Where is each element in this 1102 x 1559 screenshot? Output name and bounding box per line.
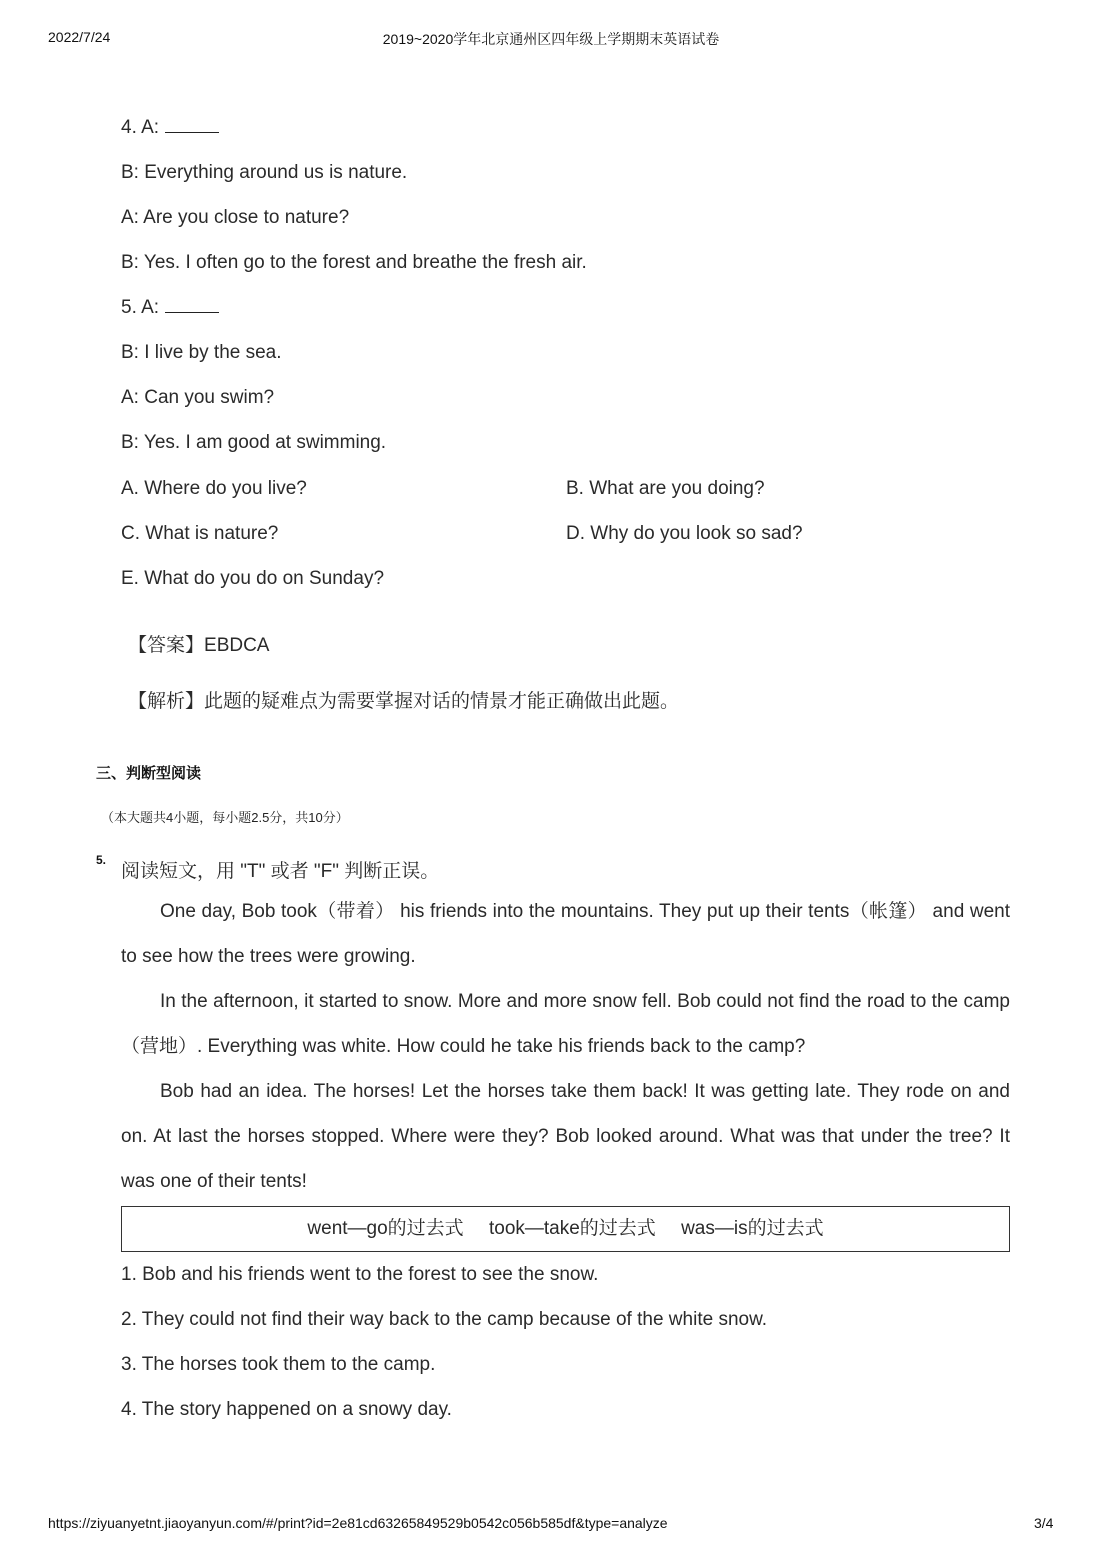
option-a: A. Where do you live? [121,478,307,499]
glossary-item: was—is的过去式 [681,1218,824,1239]
statement-2: 2. They could not find their way back to the camp because of the white snow. [121,1309,768,1330]
analysis-label: 【解析】 [128,691,205,712]
glossary-item: went—go的过去式 [307,1218,464,1239]
q5-b1-line: B: I live by the sea. [121,342,282,363]
q4-prefix: 4. A: [121,117,160,138]
q5-a-line [121,297,219,319]
question-instruction: 阅读短文，用 "T" 或者 "F" 判断正误。 [121,861,440,882]
statement-1: 1. Bob and his friends went to the forest to see the snow. [121,1264,599,1285]
answer-value: EBDCA [204,635,270,656]
statement-3: 3. The horses took them to the camp. [121,1354,436,1375]
q4-answer-blank [165,131,219,133]
page-number: 3/4 [1034,1515,1054,1531]
q4-a-line [121,117,219,139]
section-title: 三、判断型阅读 [96,765,202,782]
answer-label: 【答案】 [128,635,205,656]
document-title: 2019~2020学年北京通州区四年级上学期期末英语试卷 [382,31,720,47]
q4-a2-line: A: Are you close to nature? [121,207,350,228]
option-c: C. What is nature? [121,523,279,544]
q4-b1-line: B: Everything around us is nature. [121,162,408,183]
option-b: B. What are you doing? [566,478,765,499]
analysis-line [128,686,679,713]
glossary-box [121,1206,1010,1252]
option-e: E. What do you do on Sunday? [121,568,385,589]
option-d: D. Why do you look so sad? [566,523,803,544]
q5-prefix: 5. A: [121,297,160,318]
q5-answer-blank [165,311,219,313]
glossary-item: took—take的过去式 [488,1218,656,1239]
analysis-value: 此题的疑难点为需要掌握对话的情景才能正确做出此题。 [204,691,680,712]
footer-url: https://ziyuanyetnt.jiaoyanyun.com/#/print?id=2e81cd63265849529b0542c056b585df&type=analyze [48,1515,668,1531]
q5-b2-line: B: Yes. I am good at swimming. [121,432,387,453]
paragraph-text: One day, Bob took（带着） his friends into the mountains. They put up their tents（帐篷） and went to see how the trees were growing. [121,901,1010,967]
passage-paragraph [121,1069,1010,1204]
paragraph-text: Bob had an idea. The horses! Let the horses take them back! It was getting late. They rode on and on. At last the horses stopped. Where were they? Bob looked around. What was that under the tree? It was one of their tents! [121,1081,1010,1192]
paragraph-text: In the afternoon, it started to snow. More and more snow fell. Bob could not find the road to the camp（营地）. Everything was white. How could he take his friends back to the camp? [121,991,1010,1057]
statement-4: 4. The story happened on a snowy day. [121,1399,452,1420]
print-date: 2022/7/24 [48,29,111,45]
answer-line [128,630,269,657]
q5-a2-line: A: Can you swim? [121,387,275,408]
q4-b2-line: B: Yes. I often go to the forest and breathe the fresh air. [121,252,587,273]
question-number: 5. [96,853,107,867]
passage-paragraph [121,889,1010,979]
passage-paragraph [121,979,1010,1069]
section-subtitle: （本大题共4小题，每小题2.5分，共10分） [101,810,349,825]
